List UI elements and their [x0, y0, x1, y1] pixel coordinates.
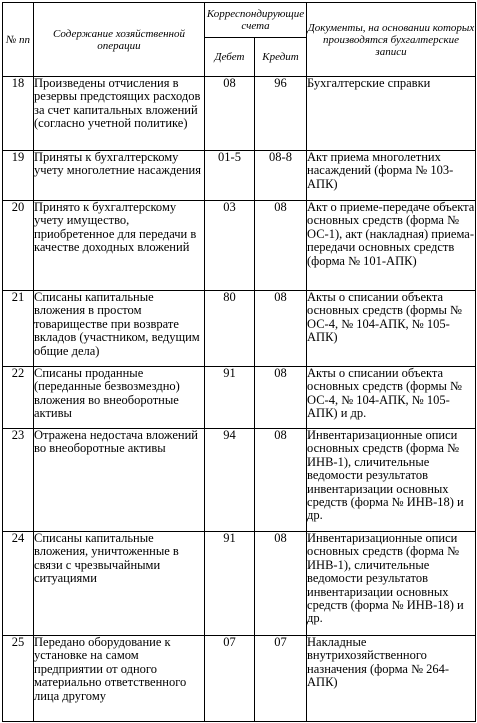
row-documents: Бухгалтерские справки — [307, 77, 476, 151]
row-credit: 08 — [255, 291, 307, 367]
row-operation: Передано оборудование к установке на самом предприятии от одного материально ответственного лица другому — [34, 636, 205, 722]
header-debit: Дебет — [205, 38, 255, 77]
header-documents: Документы, на основании которых производятся бухгалтерские записи — [307, 3, 476, 77]
table-row — [3, 636, 476, 722]
row-documents: Акт о приеме-передаче объекта основных средств (форма № ОС-1), акт (накладная) приема-передачи основных средств (форма № 101-АПК) — [307, 201, 476, 291]
row-no: 24 — [3, 532, 34, 636]
header-correspondence: Корреспондирующие счета — [205, 3, 307, 38]
row-no: 19 — [3, 151, 34, 201]
row-debit: 94 — [205, 429, 255, 532]
row-documents: Акты о списании объекта основных средств (формы № ОС-4, № 104-АПК, № 105-АПК) — [307, 291, 476, 367]
row-documents: Акты о списании объекта основных средств (формы № ОС-4, № 104-АПК, № 105-АПК) и др. — [307, 367, 476, 429]
table-header — [3, 3, 476, 77]
table-row — [3, 291, 476, 367]
accounting-table — [2, 2, 476, 722]
row-debit: 91 — [205, 367, 255, 429]
row-debit: 07 — [205, 636, 255, 722]
row-credit: 08 — [255, 201, 307, 291]
table-row — [3, 151, 476, 201]
row-credit: 08 — [255, 367, 307, 429]
row-credit: 96 — [255, 77, 307, 151]
table-row — [3, 77, 476, 151]
row-no: 18 — [3, 77, 34, 151]
row-operation: Списаны капитальные вложения, уничтоженные в связи с чрезвычайными ситуациями — [34, 532, 205, 636]
row-operation: Принято к бухгалтерскому учету имущество, приобретенное для передачи в качестве доходных вложений — [34, 201, 205, 291]
row-operation: Списаны капитальные вложения в простом товариществе при возврате вкладов (участником, ведущим общие дела) — [34, 291, 205, 367]
row-operation: Списаны проданные (переданные безвозмездно) вложения во внеоборотные активы — [34, 367, 205, 429]
row-credit: 08-8 — [255, 151, 307, 201]
row-no: 25 — [3, 636, 34, 722]
row-documents: Накладные внутрихозяйственного назначения (форма № 264-АПК) — [307, 636, 476, 722]
header-credit: Кредит — [255, 38, 307, 77]
row-no: 22 — [3, 367, 34, 429]
header-operation: Содержание хозяйственной операции — [34, 3, 205, 77]
row-debit: 91 — [205, 532, 255, 636]
row-operation: Отражена недостача вложений во внеоборотные активы — [34, 429, 205, 532]
row-no: 21 — [3, 291, 34, 367]
row-debit: 03 — [205, 201, 255, 291]
row-documents: Акт приема многолетних насаждений (форма № 103-АПК) — [307, 151, 476, 201]
row-documents: Инвентаризационные описи основных средств (форма № ИНВ-1), сличительные ведомости результатов инвентаризации основных средств (форма № ИНВ-18) и др. — [307, 532, 476, 636]
row-documents: Инвентаризационные описи основных средств (форма № ИНВ-1), сличительные ведомости результатов инвентаризации основных средств (форма № ИНВ-18) и др. — [307, 429, 476, 532]
header-no: № пп — [3, 3, 34, 77]
table-body — [3, 77, 476, 722]
table-row — [3, 429, 476, 532]
row-no: 23 — [3, 429, 34, 532]
table-row — [3, 532, 476, 636]
row-debit: 80 — [205, 291, 255, 367]
row-credit: 08 — [255, 429, 307, 532]
table-row — [3, 367, 476, 429]
row-no: 20 — [3, 201, 34, 291]
table-row — [3, 201, 476, 291]
row-credit: 08 — [255, 532, 307, 636]
row-debit: 08 — [205, 77, 255, 151]
row-credit: 07 — [255, 636, 307, 722]
row-operation: Приняты к бухгалтерскому учету многолетние насаждения — [34, 151, 205, 201]
row-debit: 01-5 — [205, 151, 255, 201]
row-operation: Произведены отчисления в резервы предстоящих расходов за счет капитальных вложений (согласно учетной политике) — [34, 77, 205, 151]
